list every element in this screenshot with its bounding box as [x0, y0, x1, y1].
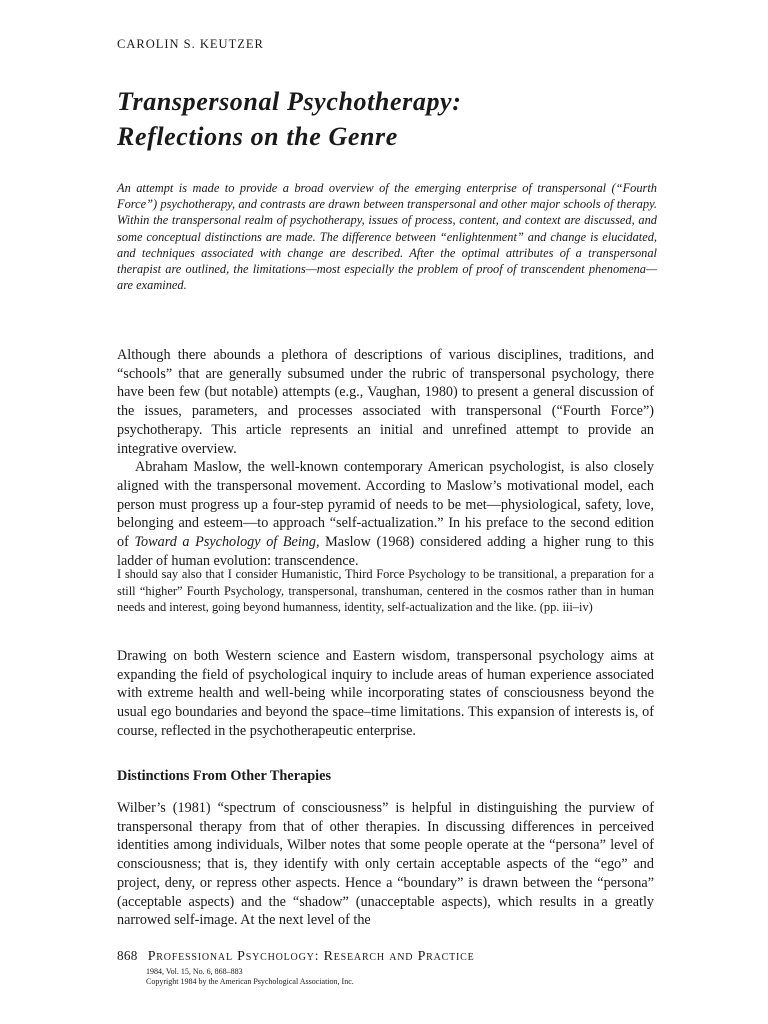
section-heading: Distinctions From Other Therapies — [117, 768, 332, 784]
copyright-notice: Copyright 1984 by the American Psychological Association, Inc. — [146, 977, 354, 986]
paragraph-2-start: Abraham Maslow, the well-known contemporary American psychologist, is also closely aligned with the transpersonal movement. According to Maslow’s motivational model, each person must progress up a four-step pyramid of needs to be met—physiological, safety, love, belonging and esteem—to approach “self-actualization.” In his preface to the second edition of — [117, 459, 654, 551]
page-footer — [117, 948, 475, 965]
page-number: 868 — [117, 948, 138, 963]
book-title: Toward a Psychology of Being — [134, 534, 316, 551]
title-line-2: Reflections on the Genre — [117, 122, 398, 151]
intro-section — [117, 346, 654, 570]
paragraph-2 — [117, 458, 654, 570]
paragraph-4: Wilber’s (1981) “spectrum of consciousness” is helpful in distinguishing the purview of transpersonal therapy from that of other therapies. In discussing differences in perceived identities among individuals, Wilber notes that some people operate at the “persona” level of consciousness; that is, they identify with only certain acceptable aspects of the “ego” and project, deny, or repress other aspects. Hence a “boundary” is drawn between the “persona” (acceptable aspects) and the “shadow” (unacceptable aspects), which results in a greatly narrowed self-image. At the next level of the — [117, 800, 654, 929]
journal-name: Professional Psychology: Research and Practice — [147, 949, 475, 964]
block-quote: I should say also that I consider Humanistic, Third Force Psychology to be transitional, a preparation for a still “higher” Fourth Psychology, transpersonal, transhuman, centered in the cosmos rather than in human needs and interest, going beyond humanness, identity, self-actualization and the like. (pp. iii–iv) — [117, 567, 654, 614]
abstract: An attempt is made to provide a broad overview of the emerging enterprise of transpersonal (“Fourth Force”) psychotherapy, and contrasts are drawn between transpersonal and other major schools of therapy. Within the transpersonal realm of psychotherapy, issues of process, content, and context are discussed, and some conceptual distinctions are made. The difference between “enlightenment” and change is elucidated, and techniques associated with change are described. After the optimal attributes of a transpersonal therapist are outlined, the limitations—most especially the problem of proof of transcendent phenomena—are examined. — [117, 181, 657, 293]
author-header: CAROLIN S. KEUTZER — [117, 37, 264, 51]
title-line-1: Transpersonal Psychotherapy: — [117, 87, 462, 116]
paragraph-3: Drawing on both Western science and Eastern wisdom, transpersonal psychology aims at expanding the field of psychological inquiry to include areas of human experience associated with extreme health and well-being while incorporating states of consciousness beyond the usual ego boundaries and beyond the space–time limitations. This expansion of interests is, of course, reflected in the psychotherapeutic enterprise. — [117, 648, 654, 739]
paragraph-1: Although there abounds a plethora of descriptions of various disciplines, traditions, and “schools” that are generally subsumed under the rubric of transpersonal psychology, there have been few (but notable) attempts (e.g., Vaughan, 1980) to present a general discussion of the issues, parameters, and processes associated with transpersonal (“Fourth Force”) psychotherapy. This article represents an initial and unrefined attempt to provide an integrative overview. — [117, 347, 654, 457]
volume-info: 1984, Vol. 15, No. 6, 868–883 — [146, 967, 243, 976]
article-title — [117, 84, 677, 154]
paragraph-2-end: , Maslow (1968) considered adding a higher rung to this ladder of human evolution: transcendence. — [117, 534, 654, 569]
